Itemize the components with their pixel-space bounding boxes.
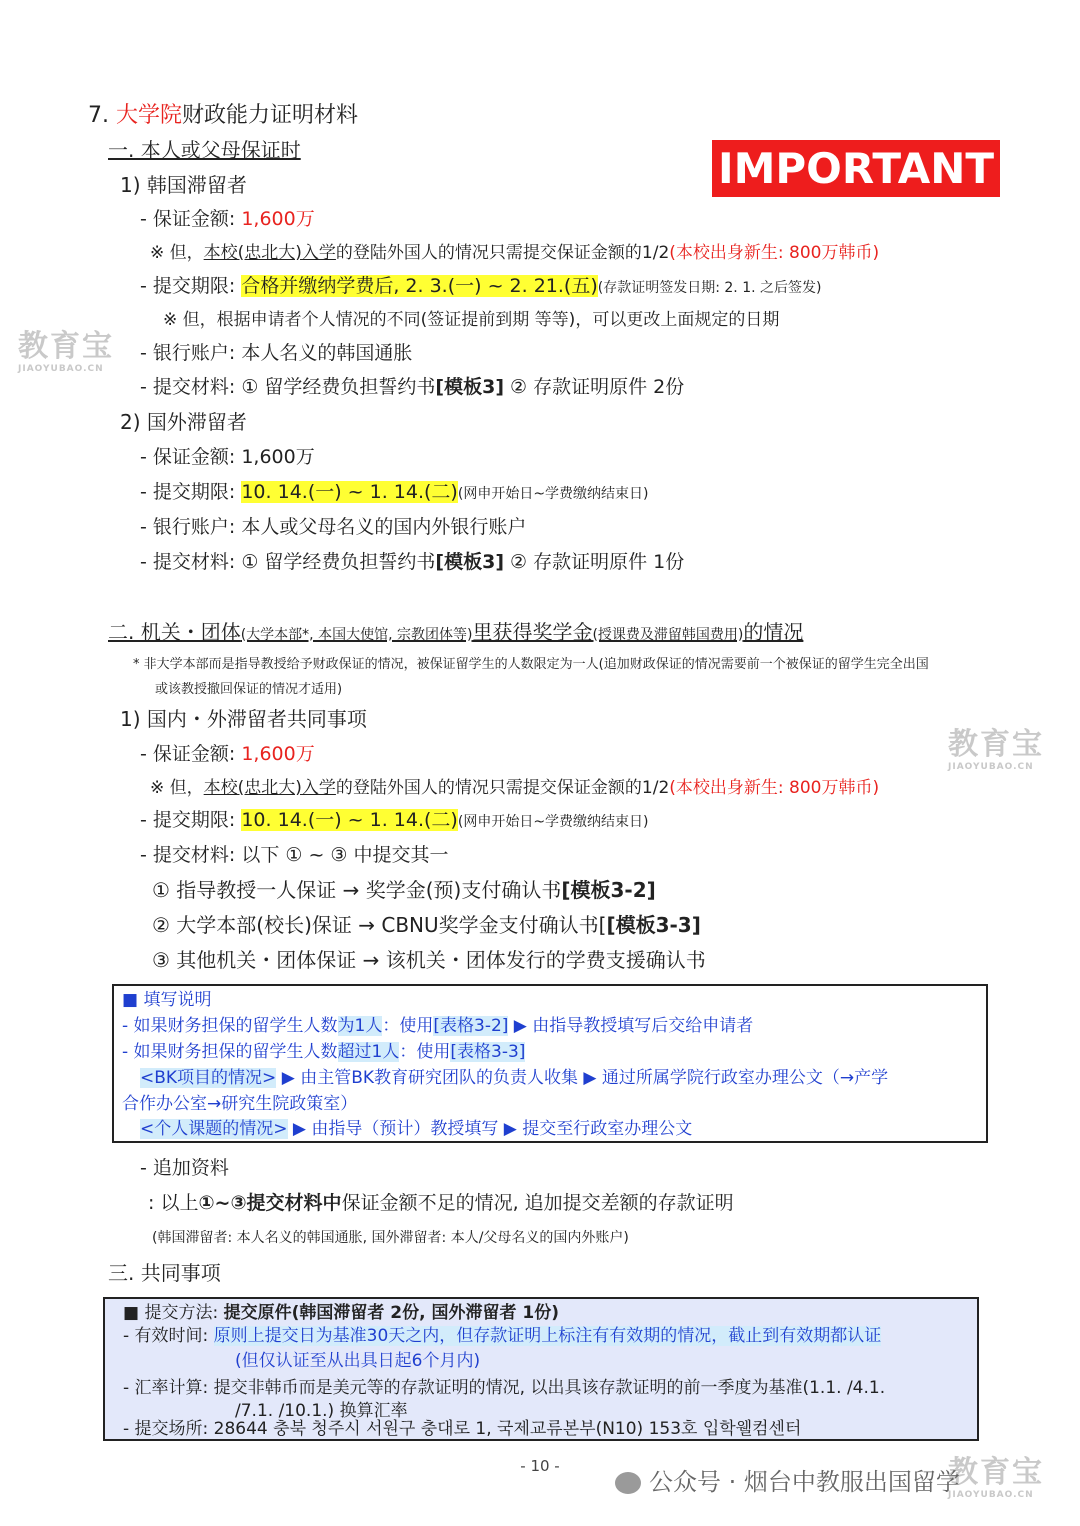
option-3: ③ 其他机关・团体保证 → 该机关・团体发行的学费支援确认书 [152,948,706,972]
extra-note: (韩国滞留者: 本人名义的韩国通胀, 国外滞留者: 本人/父母名义的国内外账户) [152,1230,629,1246]
l1-a: - 如果财务担保的留学生人数 [122,1016,338,1036]
l5-a: <个人课题的情况> [140,1119,288,1139]
section-title-rest: 财政能力证明材料 [182,103,359,128]
wechat-footer [615,1462,960,1497]
period-value: 10. 14.(一) ~ 1. 14.(二) [241,809,458,831]
l2-b: 原则上提交日为基准30天之内，但存款证明上标注有有效期的情况，截止到有效期都认证 [213,1326,882,1346]
watermark-en: JIAOYUBAO.CN [948,1490,1034,1500]
section-title [88,101,358,131]
period-label: - 提交期限: [140,809,242,831]
part2-sub1-note [150,775,879,801]
part1-sub1-note [150,240,879,266]
note-prefix: ※ 但， [150,243,204,263]
option-1-template: [模板3-2] [561,878,656,902]
l2-c: ：使用 [399,1042,451,1062]
note-red: (本校出身新生: 800万韩币) [669,243,880,263]
part1-sub2-title: 2) 国外滞留者 [120,410,247,434]
period-note: (存款证明签发日期: 2. 1. 之后签发) [597,280,822,296]
note-underlined: 本校(忠北大)入学 [203,243,336,263]
l5-b: ▶ 由指导（预计）教授填写 ▶ 提交至行政室办理公文 [287,1119,693,1139]
watermark-en: JIAOYUBAO.CN [18,364,104,374]
part2-heading [108,619,803,648]
part1-sub1-bank: - 银行账户: 本人名义的韩国通胀 [140,342,413,364]
part1-sub1-title: 1) 韩国滞留者 [120,173,247,197]
part1-sub2-bank: - 银行账户: 本人或父母名义的国内外银行账户 [140,516,527,538]
period-label: - 提交期限: [140,481,242,503]
materials-suffix: ② 存款证明原件 2份 [504,376,685,398]
l1-a: ■ 提交方法: [123,1303,224,1323]
heading-c: 里获得奖学金 [472,620,593,644]
part2-sub1-title: 1) 国内・外滞留者共同事项 [120,707,367,731]
instructions-line-4: 合作办公室→研究生院政策室） [122,1094,358,1114]
l2-d: [表格3-3] [450,1042,526,1062]
template-ref: [模板3] [435,376,505,398]
l2-a: - 有效时间: [123,1326,214,1346]
amount-label: - 保证金额: [140,208,242,230]
common-line-2 [123,1324,881,1348]
watermark-right [948,728,1044,772]
l1-b: 为1人 [337,1016,383,1036]
materials-prefix: - 提交材料: ① 留学经费负担誓约书 [140,551,436,573]
l1-b: 提交原件(韩国滞留者 2份, 国外滞留者 1份) [223,1303,560,1323]
amount-label: - 保证金额: [140,743,242,765]
note-mid: 的登陆外国人的情况只需提交保证金额的1/2 [335,243,670,263]
part2-sub1-amount [140,741,315,767]
l1-d: [表格3-2] [433,1016,509,1036]
extra-label: - 追加资料 [140,1157,229,1179]
l3-a: <BK项目的情况> [140,1068,277,1088]
common-items-box [103,1297,979,1441]
part1-sub1-period [140,273,821,301]
period-value: 10. 14.(一) ~ 1. 14.(二) [241,481,458,503]
part1-sub1-materials [140,374,684,400]
part1-sub1-amount [140,206,315,232]
instructions-line-3 [140,1066,888,1090]
watermark-en: JIAOYUBAO.CN [948,762,1034,772]
option-1-text: ① 指导教授一人保证 → 奖学金(预)支付确认书 [152,878,562,902]
option-2 [152,912,701,938]
l3-b: ▶ 由主管BK教育研究团队的负责人收集 ▶ 通过所属学院行政室办理公文（→产学 [276,1068,889,1088]
instructions-title: ■ 填写说明 [122,990,212,1010]
period-note: (网申开始日~学费缴纳结束日) [457,486,649,502]
watermark-cn: 教育宝 [948,1455,1044,1490]
instructions-line-2 [122,1040,525,1064]
note-underlined: 本校(忠北大)入学 [203,778,336,798]
important-badge: IMPORTANT [712,140,1000,197]
option-2-template: [模板3-3] [606,913,701,937]
extra-text [148,1190,734,1216]
heading-d: (授课费及滞留韩国费用) [592,627,744,643]
common-line-1 [123,1301,559,1325]
heading-e: 的情况 [743,620,804,644]
period-note: (网申开始日~学费缴纳结束日) [457,814,649,830]
note-mid: 的登陆外国人的情况只需提交保证金额的1/2 [335,778,670,798]
page-number: - 10 - [520,1457,560,1475]
instructions-line-5 [140,1117,692,1141]
common-line-3: (但仅认证至从出具日起6个月内) [235,1351,481,1371]
part1-sub2-period [140,479,649,507]
l1-c: ：使用 [382,1016,434,1036]
amount-value: 1,600万 [241,743,315,765]
part1-sub1-remark: ※ 但，根据申请者个人情况的不同(签证提前到期 等等)，可以更改上面规定的日期 [163,310,780,330]
note-prefix: ※ 但， [150,778,204,798]
l2-b: 超过1人 [337,1042,400,1062]
part1-sub2-amount: - 保证金额: 1,600万 [140,446,315,468]
watermark-cn: 教育宝 [948,727,1044,762]
extra-b: ①~③提交材料中 [198,1192,342,1214]
common-line-5: /7.1. /10.1.) 换算汇率 [235,1401,408,1421]
l1-e: ▶ 由指导教授填写后交给申请者 [508,1016,754,1036]
heading-a: 二. 机关・团体 [108,620,241,644]
section-number: 7. [88,103,109,128]
common-line-6: - 提交场所: 28644 충북 청주시 서원구 충대로 1, 국제교류본부(N10) 153호 입학웰컴센터 [123,1419,802,1439]
footer-text: 公众号 · 烟台中教服出国留学 [649,1468,960,1496]
part1-sub2-materials [140,549,684,575]
l2-a: - 如果财务担保的留学生人数 [122,1042,338,1062]
common-line-4: - 汇率计算: 提交非韩币而是美元等的存款证明的情况, 以出具该存款证明的前一季度为基准(1.1. /4.1. [123,1378,886,1398]
heading-b: (大学本部*, 本国大使馆, 宗教团体等) [240,627,473,643]
section-title-red: 大学院 [116,103,183,128]
option-1 [152,877,656,903]
note-red: (本校出身新生: 800万韩币) [669,778,880,798]
watermark-cn: 教育宝 [18,329,114,364]
part2-sub1-materials: - 提交材料: 以下 ① ~ ③ 中提交其一 [140,844,449,866]
period-label: - 提交期限: [140,275,242,297]
part2-footnote-2: 或该教授撤回保证的情况才适用) [155,682,343,697]
extra-a: : 以上 [148,1192,199,1214]
part2-footnote-1: * 非大学本部而是指导教授给予财政保证的情况，被保证留学生的人数限定为一人(追加财政保证的情况需要前一个被保证的留学生完全出国 [133,657,929,672]
materials-prefix: - 提交材料: ① 留学经费负担誓约书 [140,376,436,398]
amount-value: 1,600万 [241,208,315,230]
extra-c: 保证金额不足的情况, 追加提交差额的存款证明 [341,1192,734,1214]
part3-heading: 三. 共同事项 [108,1261,221,1285]
watermark-left [18,330,114,374]
materials-suffix: ② 存款证明原件 1份 [504,551,685,573]
instructions-box [112,984,988,1143]
wechat-icon [615,1472,641,1494]
instructions-line-1 [122,1014,753,1038]
template-ref: [模板3] [435,551,505,573]
option-2-text: ② 大学本部(校长)保证 → CBNU奖学金支付确认书[ [152,913,607,937]
period-value: 合格并缴纳学费后, 2. 3.(一) ~ 2. 21.(五) [241,275,598,297]
part1-heading: 一. 本人或父母保证时 [108,138,301,162]
part2-sub1-period [140,807,649,835]
